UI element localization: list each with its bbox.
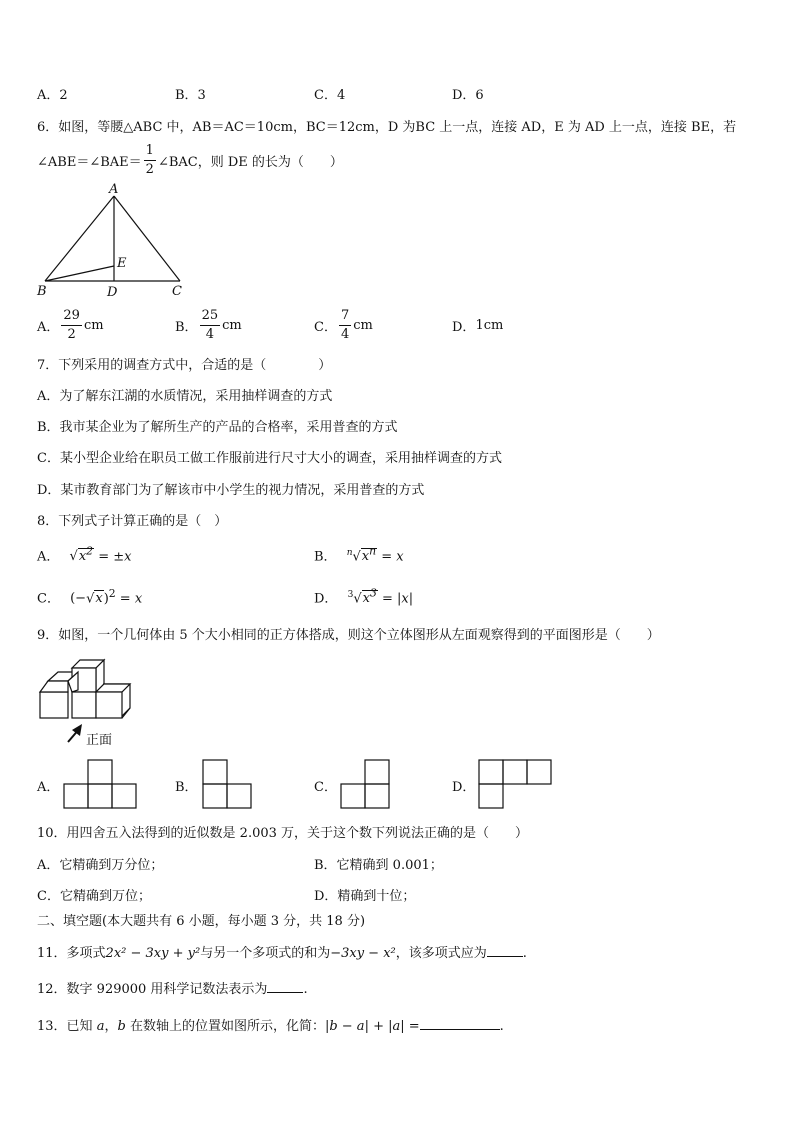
q6-label-b: B bbox=[37, 284, 47, 299]
q6-option-b-prefix: B． bbox=[175, 319, 198, 335]
q12-end: . bbox=[303, 982, 308, 997]
q6-option-c-num: 7 bbox=[339, 307, 351, 326]
q8-option-a-prefix: A． bbox=[37, 549, 60, 565]
q6-stem-pre: ∠ABE＝∠BAE＝ bbox=[37, 154, 142, 170]
q6-half-fraction bbox=[144, 142, 156, 179]
q9-cube-right-front bbox=[96, 692, 122, 718]
q6-option-a-num: 29 bbox=[61, 307, 82, 326]
q6-stem-line2 bbox=[37, 140, 343, 180]
q11 bbox=[37, 942, 527, 961]
q5-option-c: C．4 bbox=[314, 88, 346, 103]
q9-front-arrow bbox=[68, 724, 82, 742]
q10-option-d: D．精确到十位； bbox=[314, 889, 416, 904]
q6-option-b-den: 4 bbox=[205, 326, 214, 342]
q9-option-b-figure bbox=[201, 758, 257, 812]
q10-option-a: A．它精确到万分位； bbox=[37, 858, 164, 873]
q11-post: ，该多项式应为 bbox=[395, 946, 487, 961]
q8-d-index: 3 bbox=[347, 590, 354, 600]
q7-option-a: A．为了解东江湖的水质情况，采用抽样调查的方式 bbox=[37, 389, 333, 404]
q6-option-c-den: 4 bbox=[340, 326, 350, 342]
q6-option-a-unit: cm bbox=[83, 317, 104, 333]
q5-option-a: A．2 bbox=[37, 88, 68, 103]
q8-c-pre: (− bbox=[70, 591, 87, 607]
q7-stem: 7．下列采用的调查方式中，合适的是（ ） bbox=[37, 358, 332, 373]
q6-option-d bbox=[452, 305, 503, 345]
q8-option-d-prefix: D． bbox=[314, 591, 338, 607]
q9-option-d-figure bbox=[477, 758, 557, 812]
q11-mid: 与另一个多项式的和为 bbox=[200, 946, 331, 961]
q9-cube-left-front bbox=[40, 692, 68, 718]
q11-expr1: 2x² − 3xy + y² bbox=[105, 946, 201, 961]
q9-front-label: 正面 bbox=[86, 733, 113, 748]
q6-stem-post: ∠BAC，则 DE 的长为（ ） bbox=[157, 154, 343, 170]
q12-answer-blank[interactable] bbox=[267, 992, 303, 993]
q9-cube-figure bbox=[36, 656, 146, 748]
q8-a-rhs: = ±x bbox=[94, 549, 132, 565]
q8-option-c-prefix: C． bbox=[37, 591, 60, 607]
q9-option-a-figure bbox=[62, 758, 142, 812]
q8-option-a: A． $√x^2 = \pm x$ bbox=[37, 545, 132, 565]
q7-option-b: B．我市某企业为了解所生产的产品的合格率，采用普查的方式 bbox=[37, 420, 398, 435]
q9-option-c-figure bbox=[339, 758, 395, 812]
q13-mid: 在数轴上的位置如图所示，化简： bbox=[129, 1019, 325, 1034]
q11-end: . bbox=[522, 946, 527, 961]
q13-pre: 13．已知 bbox=[37, 1019, 93, 1034]
q8-a-exp: 2 bbox=[86, 545, 94, 558]
q8-b-radicand: x bbox=[361, 549, 370, 565]
q10-stem: 10．用四舍五入法得到的近似数是 2.003 万，关于这个数下列说法正确的是（ ） bbox=[37, 826, 529, 841]
q8-stem: 8．下列式子计算正确的是（ ） bbox=[37, 514, 228, 529]
q13-var-b: b bbox=[117, 1019, 126, 1034]
q8-c-post: ) bbox=[103, 591, 109, 607]
q8-option-b: B． $^n√x^n = x$ bbox=[314, 545, 404, 565]
q8-b-exp: n bbox=[369, 545, 377, 558]
q9-stem: 9．如图，一个几何体由 5 个大小相同的正方体搭成，则这个立体图形从左面观察得到的平面图形是（ ） bbox=[37, 628, 660, 643]
q9-option-c-label: C． bbox=[314, 780, 337, 795]
q11-pre: 11．多项式 bbox=[37, 946, 106, 961]
q6-label-d: D bbox=[107, 285, 118, 300]
q11-answer-blank[interactable] bbox=[487, 956, 523, 957]
q6-option-a-prefix: A． bbox=[37, 319, 60, 335]
q5-option-d: D．6 bbox=[452, 88, 484, 103]
q10-option-b: B．它精确到 0.001； bbox=[314, 858, 443, 873]
q6-stem-line1: 6．如图，等腰△ABC 中，AB＝AC＝10cm，BC＝12cm，D 为BC 上一点，连接 AD，E 为 AD 上一点，连接 BE，若 bbox=[37, 120, 737, 135]
q9-cube-mid-front bbox=[72, 692, 96, 718]
q8-c-rhs: = x bbox=[115, 591, 143, 607]
q13-var-a: a bbox=[96, 1019, 105, 1034]
q8-option-b-prefix: B． bbox=[314, 549, 337, 565]
section-heading-fill-blank: 二、填空题(本大题共有 6 小题，每小题 3 分，共 18 分) bbox=[37, 914, 366, 929]
q9-option-d-label: D． bbox=[452, 780, 476, 795]
q8-b-index: n bbox=[346, 548, 353, 558]
q6-triangle-figure bbox=[30, 180, 200, 300]
q6-option-b bbox=[175, 305, 242, 345]
q7-option-d: D．某市教育部门为了解该市中小学生的视力情况，采用普查的方式 bbox=[37, 483, 425, 498]
q6-option-b-num: 25 bbox=[200, 307, 221, 326]
q8-option-d: D． $^3√x^3 = |x|$ bbox=[314, 587, 414, 607]
q6-label-e: E bbox=[117, 256, 127, 271]
q8-c-radicand: x bbox=[95, 591, 103, 607]
q7-option-c: C．某小型企业给在职员工做工作服前进行尺寸大小的调查，采用抽样调查的方式 bbox=[37, 451, 502, 466]
q5-option-b: B．3 bbox=[175, 88, 206, 103]
q8-d-rhs: = |x| bbox=[377, 591, 414, 607]
q8-c-exp: 2 bbox=[108, 587, 116, 600]
q11-expr2: −3xy − x² bbox=[330, 946, 396, 961]
q6-option-b-unit: cm bbox=[222, 317, 242, 333]
q13-expr: |b − a| + |a| = bbox=[324, 1019, 420, 1034]
q12 bbox=[37, 978, 308, 997]
q9-option-a-label: A． bbox=[37, 780, 60, 795]
q6-half-num: 1 bbox=[144, 142, 156, 161]
q8-b-rhs: = x bbox=[377, 549, 404, 565]
q6-option-d-text: 1cm bbox=[475, 317, 504, 333]
q13-sep: ， bbox=[104, 1019, 118, 1034]
q6-option-c bbox=[314, 305, 373, 345]
q9-option-b-label: B． bbox=[175, 780, 198, 795]
q13 bbox=[37, 1015, 504, 1034]
q6-option-a bbox=[37, 305, 104, 345]
q10-option-c: C．它精确到万位； bbox=[37, 889, 151, 904]
q6-option-c-prefix: C． bbox=[314, 319, 337, 335]
q9-cube-left-top bbox=[40, 681, 68, 692]
q6-label-a: A bbox=[109, 182, 119, 197]
q8-option-c: C． $(-√x)^2 = x$ bbox=[37, 587, 143, 607]
q8-d-exp: 3 bbox=[369, 587, 377, 600]
q8-d-radicand: x bbox=[362, 591, 370, 607]
q6-option-a-den: 2 bbox=[67, 326, 76, 342]
q8-a-radicand: x bbox=[78, 549, 87, 565]
q13-answer-blank[interactable] bbox=[420, 1029, 500, 1030]
q6-option-d-prefix: D． bbox=[452, 319, 476, 335]
q6-label-c: C bbox=[172, 284, 182, 299]
q13-end: . bbox=[499, 1019, 504, 1034]
q12-pre: 12．数字 929000 用科学记数法表示为 bbox=[37, 982, 268, 997]
q6-half-den: 2 bbox=[145, 161, 154, 177]
q6-option-c-unit: cm bbox=[353, 317, 373, 333]
